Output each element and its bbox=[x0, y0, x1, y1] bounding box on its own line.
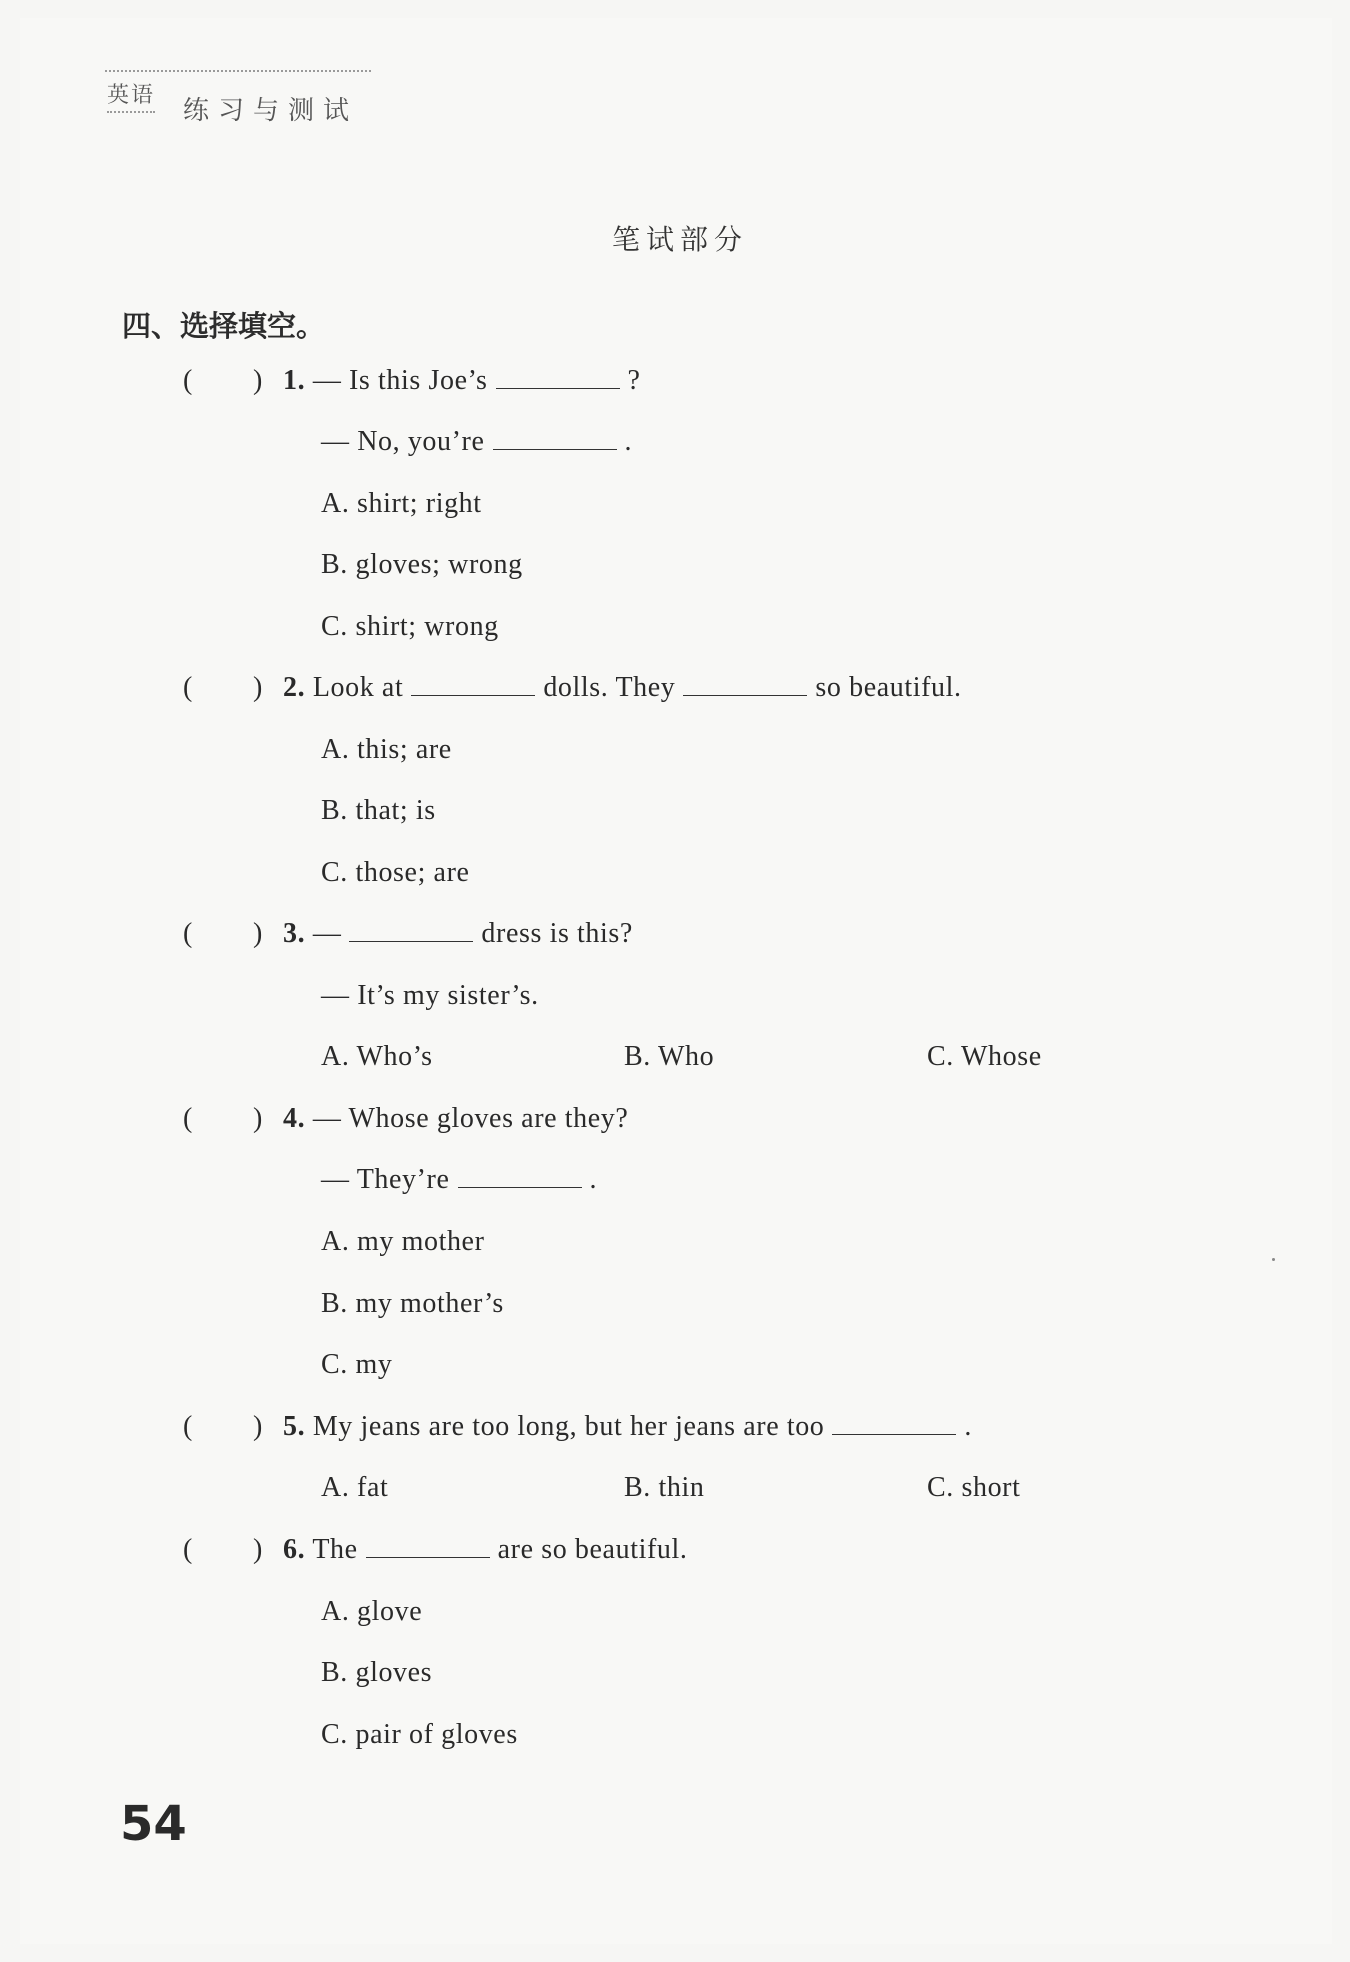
option-a: A. Who’s bbox=[321, 1041, 433, 1072]
option-b: B. gloves; wrong bbox=[321, 549, 523, 580]
option-a: A. this; are bbox=[321, 734, 452, 765]
option-c: C. Whose bbox=[927, 1041, 1042, 1072]
question-number: 4. bbox=[283, 1103, 306, 1134]
section-title: 笔试部分 bbox=[611, 223, 748, 256]
question-1 bbox=[283, 365, 641, 397]
fill-blank[interactable] bbox=[458, 1165, 582, 1188]
answer-paren-open: ( bbox=[183, 918, 193, 949]
option-c: C. pair of gloves bbox=[321, 1719, 518, 1750]
question-4-line-2 bbox=[321, 1164, 597, 1196]
question-1-line-2 bbox=[321, 426, 632, 458]
answer-paren-open: ( bbox=[183, 1103, 193, 1134]
option-b: B. gloves bbox=[321, 1657, 433, 1688]
question-text: ? bbox=[627, 365, 641, 396]
answer-paren-open: ( bbox=[183, 672, 193, 703]
question-text: dress is this? bbox=[481, 918, 633, 949]
answer-paren-close: ) bbox=[253, 1411, 263, 1442]
question-number: 5. bbox=[283, 1411, 306, 1442]
option-c: C. those; are bbox=[321, 857, 470, 888]
question-3-line-2: — It’s my sister’s. bbox=[321, 980, 539, 1011]
fill-blank[interactable] bbox=[683, 673, 807, 696]
option-b: B. that; is bbox=[321, 795, 436, 826]
question-text: . bbox=[964, 1411, 973, 1442]
book-title: 练习与测试 bbox=[183, 96, 359, 126]
question-5 bbox=[283, 1411, 972, 1443]
question-text: — They’re bbox=[321, 1164, 450, 1195]
book-header bbox=[105, 70, 371, 132]
question-text: — Is this Joe’s bbox=[312, 365, 488, 396]
option-c: C. my bbox=[321, 1349, 393, 1380]
answer-paren-open: ( bbox=[183, 365, 193, 396]
option-c: C. shirt; wrong bbox=[321, 611, 499, 642]
fill-blank[interactable] bbox=[349, 919, 473, 942]
answer-paren-close: ) bbox=[253, 365, 263, 396]
option-b: B. my mother’s bbox=[321, 1288, 504, 1319]
answer-paren-open: ( bbox=[183, 1534, 193, 1565]
question-4 bbox=[283, 1103, 628, 1135]
question-text: are so beautiful. bbox=[497, 1534, 688, 1565]
option-b: B. thin bbox=[624, 1472, 705, 1503]
question-3 bbox=[283, 918, 633, 950]
question-text: — bbox=[312, 918, 342, 949]
question-number: 1. bbox=[283, 365, 306, 396]
question-text: — No, you’re bbox=[321, 426, 485, 457]
option-a: A. my mother bbox=[321, 1226, 485, 1257]
question-text: . bbox=[589, 1164, 598, 1195]
answer-paren-close: ) bbox=[253, 1534, 263, 1565]
option-c: C. short bbox=[927, 1472, 1021, 1503]
fill-blank[interactable] bbox=[411, 673, 535, 696]
answer-paren-close: ) bbox=[253, 1103, 263, 1134]
part-heading: 四、选择填空。 bbox=[122, 309, 326, 343]
question-2 bbox=[283, 672, 962, 704]
option-a: A. fat bbox=[321, 1472, 389, 1503]
question-text: so beautiful. bbox=[815, 672, 962, 703]
print-speck bbox=[1272, 1258, 1275, 1261]
option-a: A. shirt; right bbox=[321, 488, 482, 519]
page-number: 54 bbox=[120, 1796, 187, 1852]
question-text: My jeans are too long, but her jeans are too bbox=[312, 1411, 825, 1442]
question-number: 6. bbox=[283, 1534, 306, 1565]
question-text: — Whose gloves are they? bbox=[312, 1103, 629, 1134]
question-number: 3. bbox=[283, 918, 306, 949]
fill-blank[interactable] bbox=[496, 366, 620, 389]
question-text: dolls. They bbox=[543, 672, 676, 703]
answer-paren-close: ) bbox=[253, 918, 263, 949]
question-number: 2. bbox=[283, 672, 306, 703]
subject-label: 英语 bbox=[107, 78, 155, 113]
fill-blank[interactable] bbox=[832, 1412, 956, 1435]
fill-blank[interactable] bbox=[493, 427, 617, 450]
question-text: . bbox=[624, 426, 633, 457]
fill-blank[interactable] bbox=[366, 1535, 490, 1558]
answer-paren-open: ( bbox=[183, 1411, 193, 1442]
answer-paren-close: ) bbox=[253, 672, 263, 703]
option-b: B. Who bbox=[624, 1041, 715, 1072]
question-6 bbox=[283, 1534, 687, 1566]
option-a: A. glove bbox=[321, 1596, 423, 1627]
question-text: Look at bbox=[312, 672, 404, 703]
question-text: The bbox=[312, 1534, 358, 1565]
